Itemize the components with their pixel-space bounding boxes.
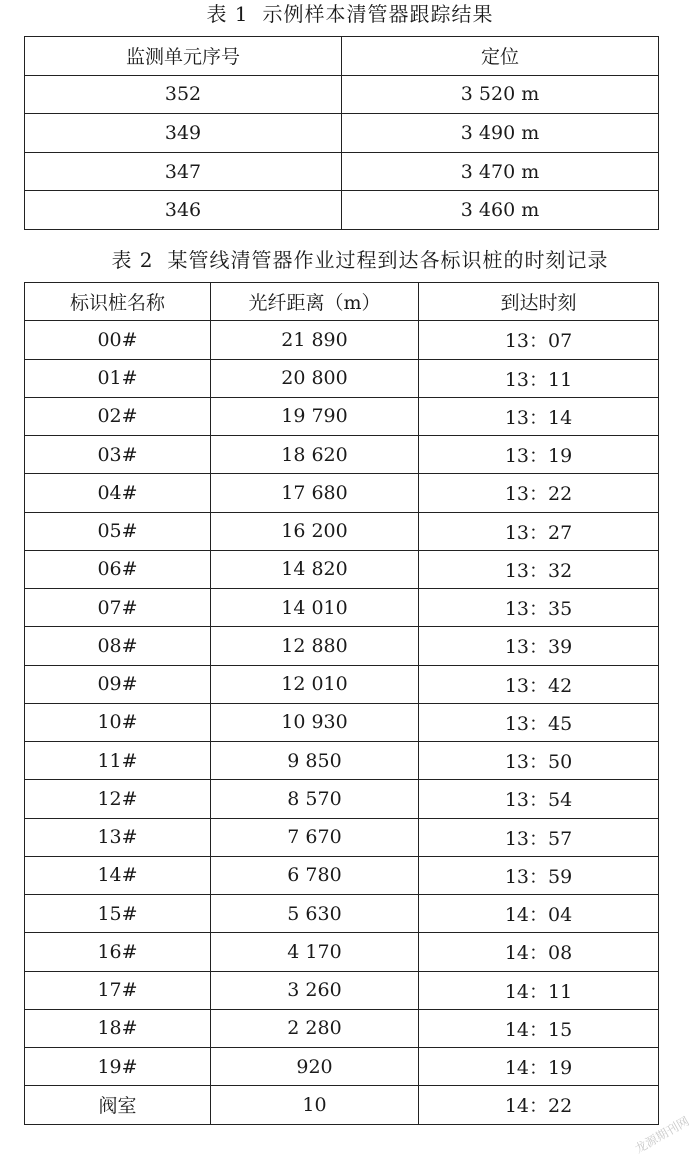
table1-header-cell: 监测单元序号 xyxy=(25,37,342,76)
table1-cell: 349 xyxy=(25,114,342,153)
table2-cell: 03# xyxy=(25,436,211,474)
table1-cell: 346 xyxy=(25,191,342,230)
table2-cell: 13：39 xyxy=(419,627,659,665)
table2-cell: 920 xyxy=(211,1048,419,1086)
table2-cell: 01# xyxy=(25,359,211,397)
table2-header-cell: 标识桩名称 xyxy=(25,283,211,321)
table2-row xyxy=(25,665,659,703)
table1-cell: 347 xyxy=(25,152,342,191)
table2-row xyxy=(25,589,659,627)
table1-row xyxy=(25,114,659,153)
table2-marker-arrival-times xyxy=(24,282,659,1125)
table2-row xyxy=(25,627,659,665)
table2-cell: 13：11 xyxy=(419,359,659,397)
table2-cell: 02# xyxy=(25,397,211,435)
table1-header-cell: 定位 xyxy=(342,37,659,76)
table2-cell: 15# xyxy=(25,895,211,933)
table2-cell: 9 850 xyxy=(211,742,419,780)
table2-cell: 17 680 xyxy=(211,474,419,512)
table2-cell: 12# xyxy=(25,780,211,818)
table2-row xyxy=(25,1009,659,1047)
table2-cell: 14# xyxy=(25,856,211,894)
table2-cell: 00# xyxy=(25,321,211,359)
table2-cell: 14 010 xyxy=(211,589,419,627)
table2-cell: 10# xyxy=(25,703,211,741)
table2-cell: 14：15 xyxy=(419,1009,659,1047)
table1-pig-tracking-results xyxy=(24,36,659,230)
table2-cell: 12 880 xyxy=(211,627,419,665)
table2-row xyxy=(25,436,659,474)
table2-cell: 13：54 xyxy=(419,780,659,818)
table2-header-cell: 到达时刻 xyxy=(419,283,659,321)
table2-cell: 4 170 xyxy=(211,933,419,971)
table2-cell: 18 620 xyxy=(211,436,419,474)
table2-cell: 13：45 xyxy=(419,703,659,741)
table2-cell: 14 820 xyxy=(211,550,419,588)
table2-cell: 10 930 xyxy=(211,703,419,741)
table1-cell: 3 460 m xyxy=(342,191,659,230)
table1-caption-title: 示例样本清管器跟踪结果 xyxy=(262,2,494,26)
table2-caption xyxy=(10,248,700,272)
table1-caption-label: 表 1 xyxy=(206,2,249,26)
table2-row xyxy=(25,933,659,971)
table2-row xyxy=(25,703,659,741)
table2-cell: 13：32 xyxy=(419,550,659,588)
table2-cell: 07# xyxy=(25,589,211,627)
table2-row xyxy=(25,512,659,550)
table1-header-row xyxy=(25,37,659,76)
table2-cell: 13：42 xyxy=(419,665,659,703)
table2-cell: 21 890 xyxy=(211,321,419,359)
table2-cell: 08# xyxy=(25,627,211,665)
table2-cell: 05# xyxy=(25,512,211,550)
table2-cell: 16# xyxy=(25,933,211,971)
table2-cell: 14：22 xyxy=(419,1086,659,1124)
table2-cell: 13：19 xyxy=(419,436,659,474)
table1-row xyxy=(25,191,659,230)
table2-cell: 19 790 xyxy=(211,397,419,435)
table1-cell: 352 xyxy=(25,75,342,114)
table2-row xyxy=(25,780,659,818)
table2-row xyxy=(25,550,659,588)
table2-row xyxy=(25,397,659,435)
table2-cell: 11# xyxy=(25,742,211,780)
table2-cell: 13：35 xyxy=(419,589,659,627)
table1-cell: 3 490 m xyxy=(342,114,659,153)
table2-cell: 19# xyxy=(25,1048,211,1086)
table1-cell: 3 520 m xyxy=(342,75,659,114)
table1-row xyxy=(25,152,659,191)
table2-row xyxy=(25,742,659,780)
table2-cell: 13：50 xyxy=(419,742,659,780)
table2-cell: 20 800 xyxy=(211,359,419,397)
table2-cell: 13：57 xyxy=(419,818,659,856)
table2-row xyxy=(25,895,659,933)
table2-cell: 10 xyxy=(211,1086,419,1124)
table2-cell: 09# xyxy=(25,665,211,703)
table2-cell: 13：07 xyxy=(419,321,659,359)
table2-caption-label: 表 2 xyxy=(111,248,154,272)
table2-header-cell: 光纤距离（m） xyxy=(211,283,419,321)
table2-cell: 14：08 xyxy=(419,933,659,971)
watermark-text: 龙源期刊网 xyxy=(632,1114,692,1157)
table2-cell: 16 200 xyxy=(211,512,419,550)
table1-caption xyxy=(0,2,700,26)
table2-cell: 13：14 xyxy=(419,397,659,435)
table2-row xyxy=(25,856,659,894)
table2-row xyxy=(25,321,659,359)
table2-cell: 2 280 xyxy=(211,1009,419,1047)
table2-row xyxy=(25,971,659,1009)
table2-cell: 5 630 xyxy=(211,895,419,933)
table2-cell: 3 260 xyxy=(211,971,419,1009)
table1-row xyxy=(25,75,659,114)
table2-cell: 18# xyxy=(25,1009,211,1047)
table2-caption-title: 某管线清管器作业过程到达各标识桩的时刻记录 xyxy=(167,248,609,272)
table2-row xyxy=(25,1048,659,1086)
table2-row xyxy=(25,818,659,856)
table2-row xyxy=(25,359,659,397)
table2-cell: 12 010 xyxy=(211,665,419,703)
table2-row xyxy=(25,1086,659,1124)
table1-cell: 3 470 m xyxy=(342,152,659,191)
table2-cell: 8 570 xyxy=(211,780,419,818)
table2-cell: 13：22 xyxy=(419,474,659,512)
table2-cell: 7 670 xyxy=(211,818,419,856)
table2-cell: 14：19 xyxy=(419,1048,659,1086)
table2-cell: 06# xyxy=(25,550,211,588)
table2-cell: 13：27 xyxy=(419,512,659,550)
table2-cell: 阀室 xyxy=(25,1086,211,1124)
table2-cell: 14：11 xyxy=(419,971,659,1009)
table2-cell: 14：04 xyxy=(419,895,659,933)
table2-cell: 6 780 xyxy=(211,856,419,894)
table2-cell: 13# xyxy=(25,818,211,856)
table2-row xyxy=(25,474,659,512)
table2-cell: 13：59 xyxy=(419,856,659,894)
table2-header-row xyxy=(25,283,659,321)
table2-cell: 04# xyxy=(25,474,211,512)
table2-cell: 17# xyxy=(25,971,211,1009)
